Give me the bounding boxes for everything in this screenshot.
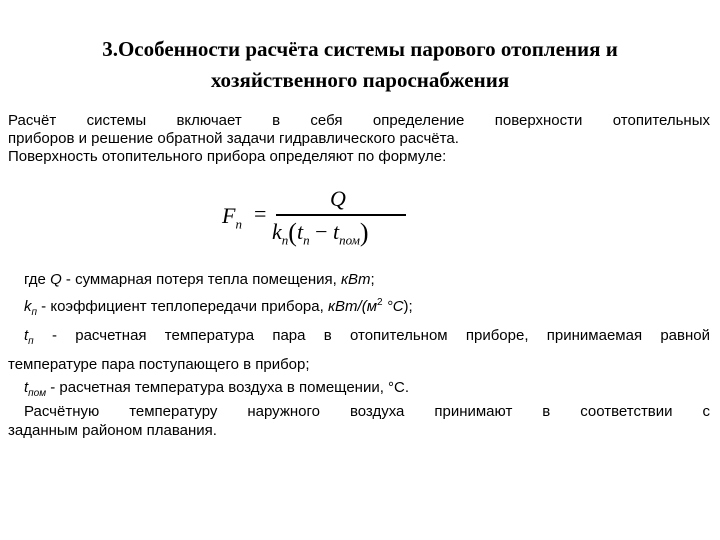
intro-paragraph [8,112,710,166]
page-title [40,34,680,96]
formula-lhs: $F_п$ [222,203,242,232]
formula-numerator: Q [330,186,346,211]
intro-line-2: приборов и решение обратной задачи гидравлического расчёта. [8,130,459,147]
definition-tn: $t_п$ - расчетная температура пара в отопительном приборе, принимаемая равной [24,327,710,347]
definition-q: где Q - суммарная потеря тепла помещения, кВт; [24,271,375,288]
closing-line-2: заданным районом плавания. [8,422,217,439]
closing-line-1: Расчётную температуру наружного воздуха принимают в соответствии с [24,403,710,420]
heat-surface-formula [222,186,412,246]
symbol-definitions [8,268,710,405]
definition-k: $k_п$ - коэффициент теплопередачи прибора, кВт/($м^2$ °С); [24,297,413,318]
intro-line-3: Поверхность отопительного прибора определяют по формуле: [8,148,447,165]
definition-tpom: $t_{пом}$ - расчетная температура воздуха в помещении, °С. [24,379,410,399]
title-line-1: 3.Особенности расчёта системы парового отопления и [102,37,618,61]
definition-tn-continued: температуре пара поступающего в прибор; [8,356,310,373]
formula-denominator: $k_п(t_п - t_{пом})$ [272,218,369,248]
formula-equals: = [254,201,267,226]
closing-paragraph [8,402,710,440]
intro-line-1: Расчёт системы включает в себя определение поверхности отопительных [8,112,710,129]
title-line-2: хозяйственного пароснабжения [210,68,510,92]
